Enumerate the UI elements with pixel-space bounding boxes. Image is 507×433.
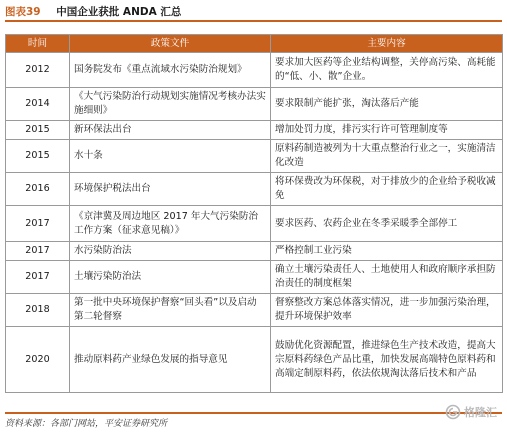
cell-year: 2020: [6, 327, 70, 393]
header-year: 时间: [6, 35, 70, 53]
cell-content: 将环保费改为环保税，对于排放少的企业给予税收减免: [271, 173, 503, 206]
cell-policy: 第一批中央环境保护督察“回头看”以及启动第二轮督察: [70, 294, 271, 327]
table-row: [6, 206, 503, 242]
table-header-row: [6, 35, 503, 53]
cell-year: 2015: [6, 140, 70, 173]
cell-policy: 新环保法出台: [70, 121, 271, 140]
table-row: [6, 173, 503, 206]
policy-table: [5, 34, 503, 393]
source-note: 资料来源：各部门网站，平安证券研究所: [5, 412, 502, 429]
cell-policy: 《大气污染防治行动规划实施情况考核办法实施细则》: [70, 88, 271, 121]
cell-policy: 推动原料药产业绿色发展的指导意见: [70, 327, 271, 393]
cell-year: 2017: [6, 206, 70, 242]
cell-policy: 水十条: [70, 140, 271, 173]
table-row: [6, 53, 503, 88]
watermark: [445, 404, 497, 420]
figure-title-bar: [5, 5, 502, 22]
figure-title: 中国企业获批 ANDA 汇总: [56, 6, 182, 18]
table-row: [6, 327, 503, 393]
cell-content: 要求加大医药等企业结构调整，关停高污染、高耗能的“低、小、散”企业。: [271, 53, 503, 88]
table-row: [6, 294, 503, 327]
cell-content: 要求医药、农药企业在冬季采暖季全部停工: [271, 206, 503, 242]
cell-content: 增加处罚力度，排污实行许可管理制度等: [271, 121, 503, 140]
table-row: [6, 242, 503, 261]
cell-content: 要求限制产能扩张，淘汰落后产能: [271, 88, 503, 121]
table-row: [6, 88, 503, 121]
cell-policy: 水污染防治法: [70, 242, 271, 261]
cell-content: 严格控制工业污染: [271, 242, 503, 261]
table-row: [6, 140, 503, 173]
cell-policy: 《京津冀及周边地区 2017 年大气污染防治工作方案（征求意见稿）》: [70, 206, 271, 242]
table-row: [6, 121, 503, 140]
table-row: [6, 261, 503, 294]
gelonghui-logo-icon: [445, 404, 461, 420]
cell-content: 确立土壤污染责任人、土地使用人和政府顺序承担防治责任的制度框架: [271, 261, 503, 294]
watermark-text: 格隆汇: [464, 406, 497, 419]
cell-year: 2018: [6, 294, 70, 327]
cell-year: 2017: [6, 242, 70, 261]
header-content: 主要内容: [271, 35, 503, 53]
cell-policy: 土壤污染防治法: [70, 261, 271, 294]
cell-year: 2016: [6, 173, 70, 206]
cell-policy: 环境保护税法出台: [70, 173, 271, 206]
cell-year: 2014: [6, 88, 70, 121]
cell-year: 2015: [6, 121, 70, 140]
figure-number: 图表39: [5, 6, 41, 18]
cell-policy: 国务院发布《重点流域水污染防治规划》: [70, 53, 271, 88]
cell-year: 2012: [6, 53, 70, 88]
cell-content: 督察整改方案总体落实情况，进一步加强污染治理，提升环境保护效率: [271, 294, 503, 327]
cell-content: 鼓励优化资源配置，推进绿色生产技术改造，提高大宗原料药绿色产品比重，加快发展高端特色原料药和高端定制原料药，依法依规淘汰落后技术和产品: [271, 327, 503, 393]
header-policy: 政策文件: [70, 35, 271, 53]
cell-content: 原料药制造被列为十大重点整治行业之一，实施清洁化改造: [271, 140, 503, 173]
cell-year: 2017: [6, 261, 70, 294]
